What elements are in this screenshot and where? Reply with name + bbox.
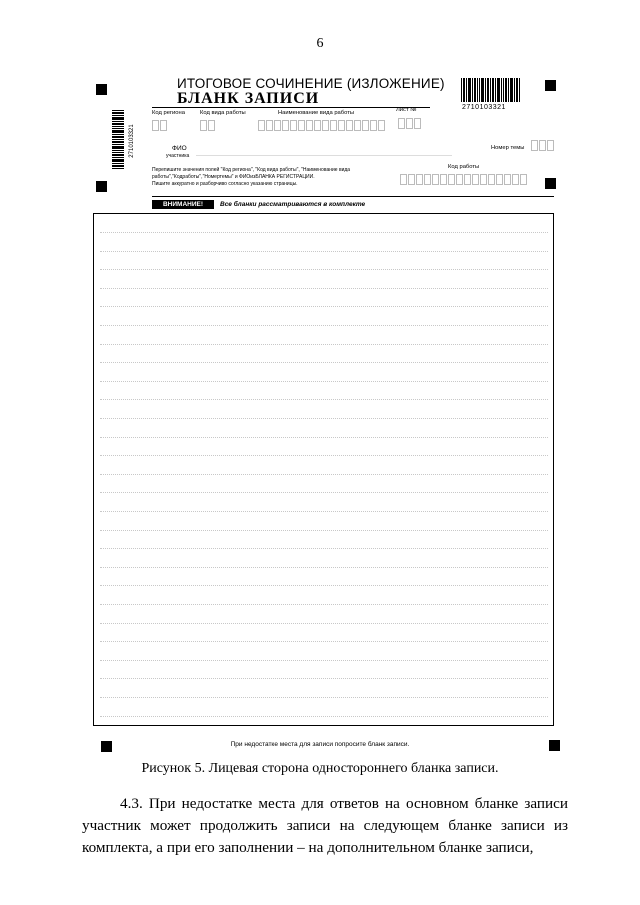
warning-text: Все бланки рассматриваются в комплекте bbox=[220, 201, 366, 208]
answer-guide-line bbox=[100, 437, 548, 438]
form-subtitle: БЛАНК ЗАПИСИ bbox=[177, 90, 320, 107]
label-participant: участника bbox=[166, 153, 190, 159]
topic-no-cells[interactable] bbox=[531, 140, 554, 151]
instruction-line-3: Пишите аккуратно и разборчиво согласно указанию страницы. bbox=[152, 181, 298, 187]
warning-label: ВНИМАНИЕ! bbox=[152, 200, 214, 209]
answer-area[interactable] bbox=[93, 213, 554, 726]
warning-rule bbox=[152, 196, 554, 197]
label-sheet-no: Лист № bbox=[396, 107, 417, 113]
answer-guide-line bbox=[100, 567, 548, 568]
answer-guide-line bbox=[100, 269, 548, 270]
answer-guide-line bbox=[100, 418, 548, 419]
answer-guide-line bbox=[100, 288, 548, 289]
answer-guide-line bbox=[100, 344, 548, 345]
answer-guide-line bbox=[100, 511, 548, 512]
answer-guide-line bbox=[100, 716, 548, 717]
side-barcode-icon bbox=[112, 110, 130, 172]
corner-marker-top-right bbox=[545, 80, 556, 91]
work-type-code-cells[interactable] bbox=[200, 120, 215, 131]
body-paragraph: 4.3. При недостатке места для ответов на основном бланке записи участник может продолжить записи на следующем бланке записи из комплекта, а при его заполнении – на дополнительном бланке записи, bbox=[82, 795, 568, 856]
label-work-type-name: Наименование вида работы bbox=[278, 110, 355, 116]
page-number: 6 bbox=[316, 36, 324, 51]
answer-guide-line bbox=[100, 381, 548, 382]
form-title: ИТОГОВОЕ СОЧИНЕНИЕ (ИЗЛОЖЕНИЕ) bbox=[177, 76, 445, 91]
answer-guide-line bbox=[100, 455, 548, 456]
top-barcode-number: 2710103321 bbox=[462, 104, 506, 111]
work-code-cells[interactable] bbox=[400, 174, 527, 185]
fio-line[interactable] bbox=[196, 155, 452, 156]
work-type-name-cells[interactable] bbox=[258, 120, 385, 131]
region-code-cells[interactable] bbox=[152, 120, 167, 131]
answer-guide-line bbox=[100, 548, 548, 549]
instruction-line-2: работы","Кодработы","Номертемы" и ФИОизБЛАНКА РЕГИСТРАЦИИ. bbox=[152, 174, 315, 180]
answer-guide-line bbox=[100, 251, 548, 252]
corner-marker-mid-left bbox=[96, 181, 107, 192]
answer-guide-line bbox=[100, 399, 548, 400]
answer-guide-line bbox=[100, 604, 548, 605]
answer-guide-line bbox=[100, 623, 548, 624]
answer-guide-line bbox=[100, 362, 548, 363]
label-topic-no: Номер темы bbox=[491, 145, 525, 151]
answer-guide-line bbox=[100, 660, 548, 661]
figure-caption: Рисунок 5. Лицевая сторона одностороннего бланка записи. bbox=[141, 761, 499, 776]
label-fio: ФИО bbox=[172, 145, 187, 152]
sheet-no-cells[interactable] bbox=[398, 118, 421, 129]
header-rule bbox=[152, 107, 430, 108]
answer-guide-line bbox=[100, 641, 548, 642]
answer-guide-line bbox=[100, 492, 548, 493]
corner-marker-mid-right bbox=[545, 178, 556, 189]
label-work-code: Код работы bbox=[448, 164, 480, 170]
answer-guide-line bbox=[100, 474, 548, 475]
answer-guide-line bbox=[100, 678, 548, 679]
side-barcode-number: 2710103321 bbox=[129, 124, 135, 158]
footer-note: При недостатке места для записи попросите бланк записи. bbox=[230, 741, 410, 748]
answer-guide-line bbox=[100, 585, 548, 586]
label-work-type-code: Код вида работы bbox=[200, 110, 246, 116]
answer-guide-line bbox=[100, 306, 548, 307]
answer-guide-line bbox=[100, 325, 548, 326]
answer-guide-line bbox=[100, 232, 548, 233]
corner-marker-top-left bbox=[96, 84, 107, 95]
answer-guide-line bbox=[100, 697, 548, 698]
answer-guide-line bbox=[100, 530, 548, 531]
label-region-code: Код региона bbox=[152, 110, 185, 116]
instruction-line-1: Перепишите значения полей "Код региона", "Код вида работы", "Наименование вида bbox=[152, 167, 351, 173]
